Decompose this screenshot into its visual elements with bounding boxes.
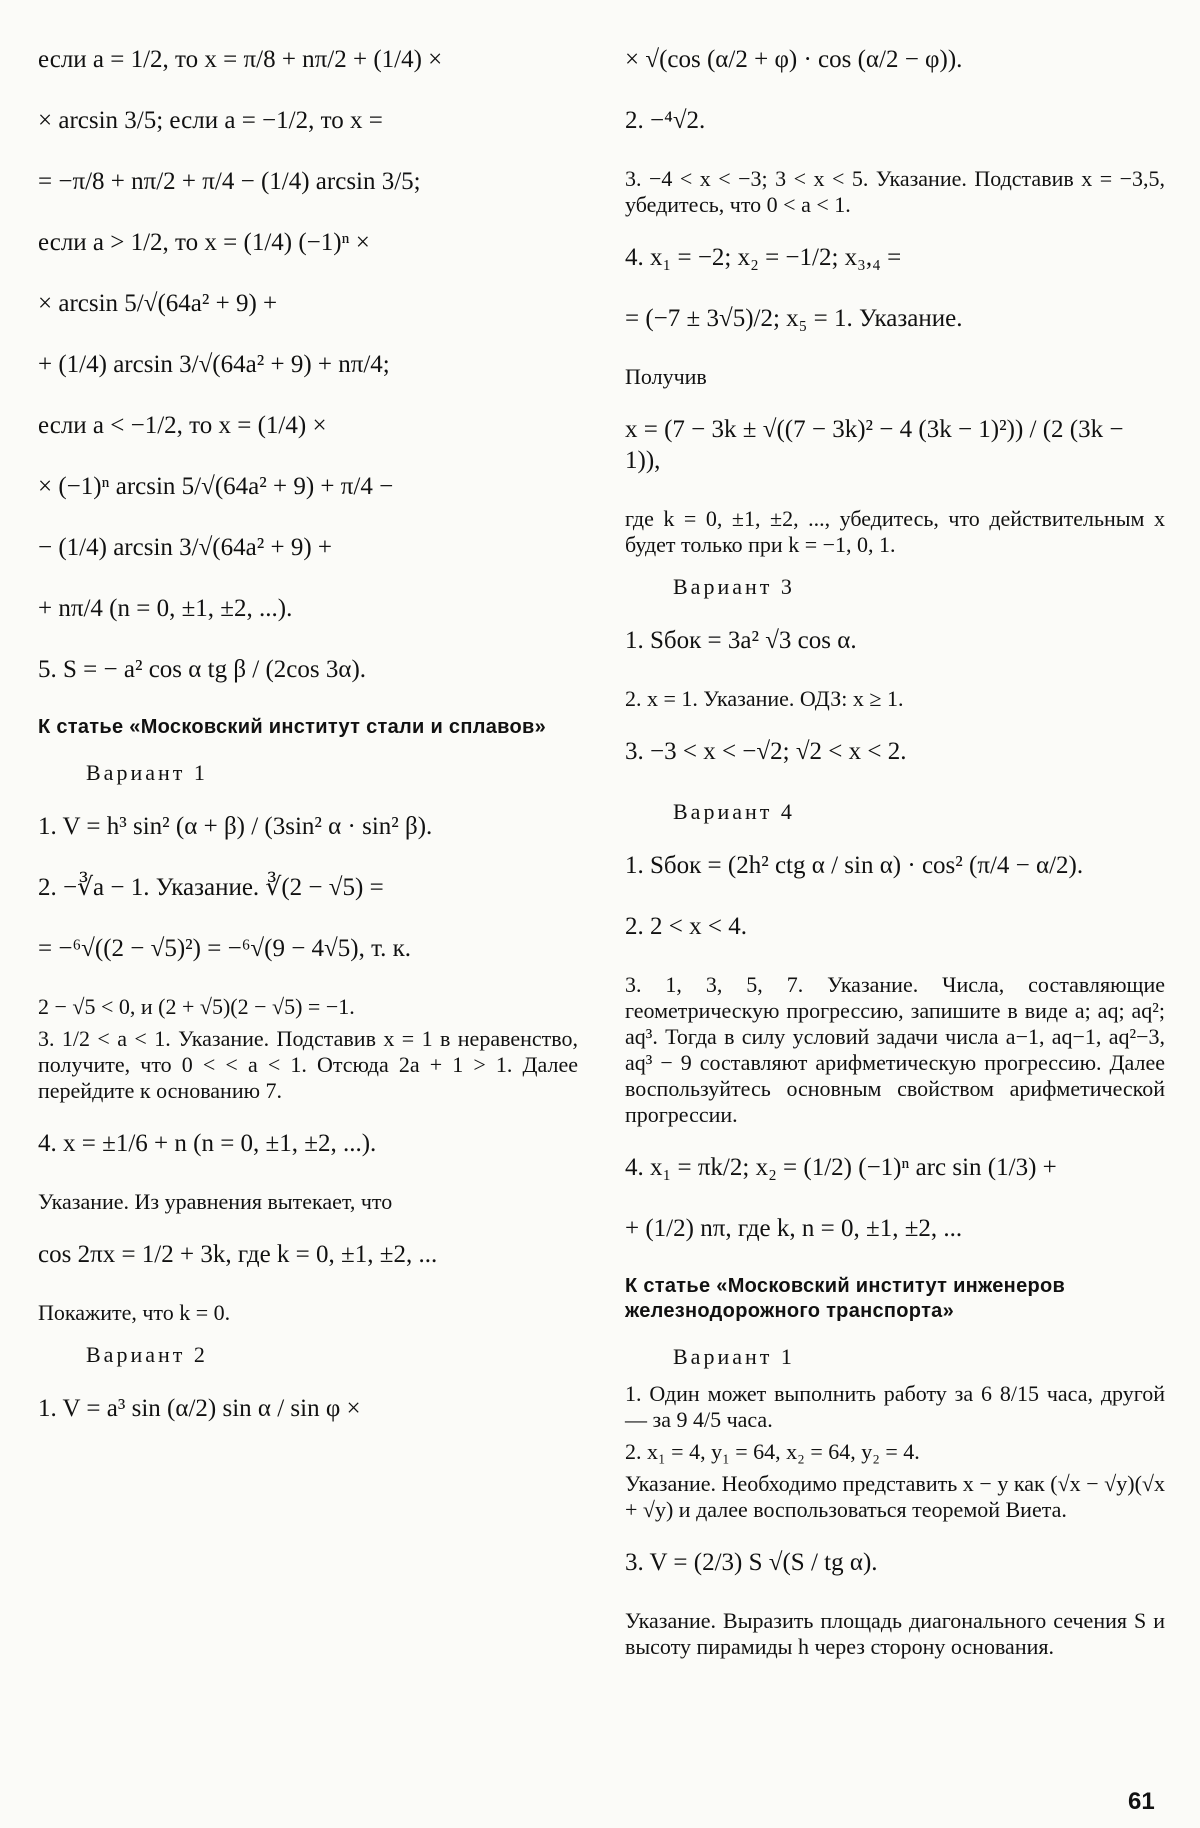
formula-line: если a = 1/2, то x = π/8 + nπ/2 + (1/4) × (38, 46, 443, 73)
formula-line: = −π/8 + nπ/2 + π/4 − (1/4) arcsin 3/5; (38, 168, 421, 195)
answer-paragraph: Указание. Выразить площадь диагонального сечения S и высоту пирамиды h через сторону основания. (625, 1608, 1165, 1659)
formula-line: × arcsin 5/√(64a² + 9) + (38, 290, 278, 317)
answer-paragraph: 2. x₁ = 4, y₁ = 64, x₂ = 64, y₂ = 4. (625, 1439, 920, 1464)
formula-line: 4. x₁ = πk/2; x₂ = (1/2) (−1)ⁿ arc sin (1/3) + (625, 1154, 1057, 1181)
formula-line: 1. Sбок = 3a² √3 cos α. (625, 627, 857, 654)
variant-label: Вариант 3 (673, 574, 795, 599)
formula-line: 2. −∛a − 1. Указание. ∛(2 − √5) = (38, 874, 384, 901)
formula-line: 1. Sбок = (2h² ctg α / sin α) · cos² (π/4 − α/2). (625, 852, 1084, 879)
answer-paragraph: Указание. Необходимо представить x − y как (√x − √y)(√x + √y) и далее воспользоваться теоремой Виета. (625, 1471, 1165, 1522)
formula-line: 5. S = − a² cos α tg β / (2cos 3α). (38, 656, 367, 683)
formula-line: 1. V = a³ sin (α/2) sin α / sin φ × (38, 1395, 361, 1422)
section-heading: К статье «Московский институт инженеров железнодорожного транспорта» (625, 1275, 1066, 1322)
variant-label: Вариант 1 (86, 760, 208, 785)
left-column (38, 20, 578, 1454)
variant-label: Вариант 2 (86, 1342, 208, 1367)
formula-line: 4. x₁ = −2; x₂ = −1/2; x₃,₄ = (625, 244, 902, 271)
formula-line: 1. V = h³ sin² (α + β) / (3sin² α · sin² β). (38, 813, 433, 840)
answer-paragraph: Указание. Из уравнения вытекает, что (38, 1189, 393, 1214)
formula-line: если a < −1/2, то x = (1/4) × (38, 412, 327, 439)
formula-line: − (1/4) arcsin 3/√(64a² + 9) + (38, 534, 332, 561)
formula-line: + (1/4) arcsin 3/√(64a² + 9) + nπ/4; (38, 351, 390, 378)
answer-paragraph: 2 − √5 < 0, и (2 + √5)(2 − √5) = −1. (38, 994, 355, 1019)
variant-label: Вариант 1 (673, 1344, 795, 1369)
formula-line: 2. −⁴√2. (625, 107, 706, 134)
answer-paragraph: 3. 1, 3, 5, 7. Указание. Числа, составляющие геометрическую прогрессию, запишите в виде a; aq; aq²; aq³. Тогда в силу условий задачи числа a−1, aq−1, aq²−3, aq³ − 9 составляют арифметическую прогрессию. Далее воспользуйтесь основным свойством арифметической прогрессии. (625, 972, 1165, 1127)
answer-paragraph: 1. Один может выполнить работу за 6 8/15 часа, другой — за 9 4/5 часа. (625, 1381, 1165, 1432)
variant-label: Вариант 4 (673, 799, 795, 824)
formula-line: = −⁶√((2 − √5)²) = −⁶√(9 − 4√5), т. к. (38, 935, 412, 962)
formula-line: если a > 1/2, то x = (1/4) (−1)ⁿ × (38, 229, 370, 256)
formula-line: × √(cos (α/2 + φ) · cos (α/2 − φ)). (625, 46, 963, 73)
answer-paragraph: 2. x = 1. Указание. ОДЗ: x ≥ 1. (625, 686, 904, 711)
formula-line: cos 2πx = 1/2 + 3k, где k = 0, ±1, ±2, ... (38, 1241, 438, 1268)
answer-paragraph: Покажите, что k = 0. (38, 1300, 231, 1325)
answer-paragraph: где k = 0, ±1, ±2, ..., убедитесь, что действительным x будет только при k = −1, 0, 1. (625, 506, 1165, 557)
formula-line: + nπ/4 (n = 0, ±1, ±2, ...). (38, 595, 293, 622)
formula-line: 4. x = ±1/6 + n (n = 0, ±1, ±2, ...). (38, 1130, 377, 1157)
formula-line: x = (7 − 3k ± √((7 − 3k)² − 4 (3k − 1)²)) / (2 (3k − 1)), (625, 416, 1130, 474)
formula-line: + (1/2) nπ, где k, n = 0, ±1, ±2, ... (625, 1215, 963, 1242)
right-column (625, 20, 1165, 1666)
answer-paragraph: Получив (625, 364, 707, 389)
answer-paragraph: 3. −4 < x < −3; 3 < x < 5. Указание. Подставив x = −3,5, убедитесь, что 0 < a < 1. (625, 166, 1165, 217)
formula-line: × arcsin 3/5; если a = −1/2, то x = (38, 107, 383, 134)
formula-line: 3. −3 < x < −√2; √2 < x < 2. (625, 738, 907, 765)
formula-line: 2. 2 < x < 4. (625, 913, 747, 940)
section-heading: К статье «Московский институт стали и сплавов» (38, 716, 547, 738)
formula-line: × (−1)ⁿ arcsin 5/√(64a² + 9) + π/4 − (38, 473, 394, 500)
formula-line: 3. V = (2/3) S √(S / tg α). (625, 1549, 878, 1576)
page-number: 61 (1128, 1788, 1155, 1815)
answer-paragraph: 3. 1/2 < a < 1. Указание. Подставив x = 1 в неравенство, получите, что 0 < < a < 1. Отсюда 2a + 1 > 1. Далее перейдите к основанию 7. (38, 1026, 578, 1103)
formula-line: = (−7 ± 3√5)/2; x₅ = 1. Указание. (625, 305, 963, 332)
